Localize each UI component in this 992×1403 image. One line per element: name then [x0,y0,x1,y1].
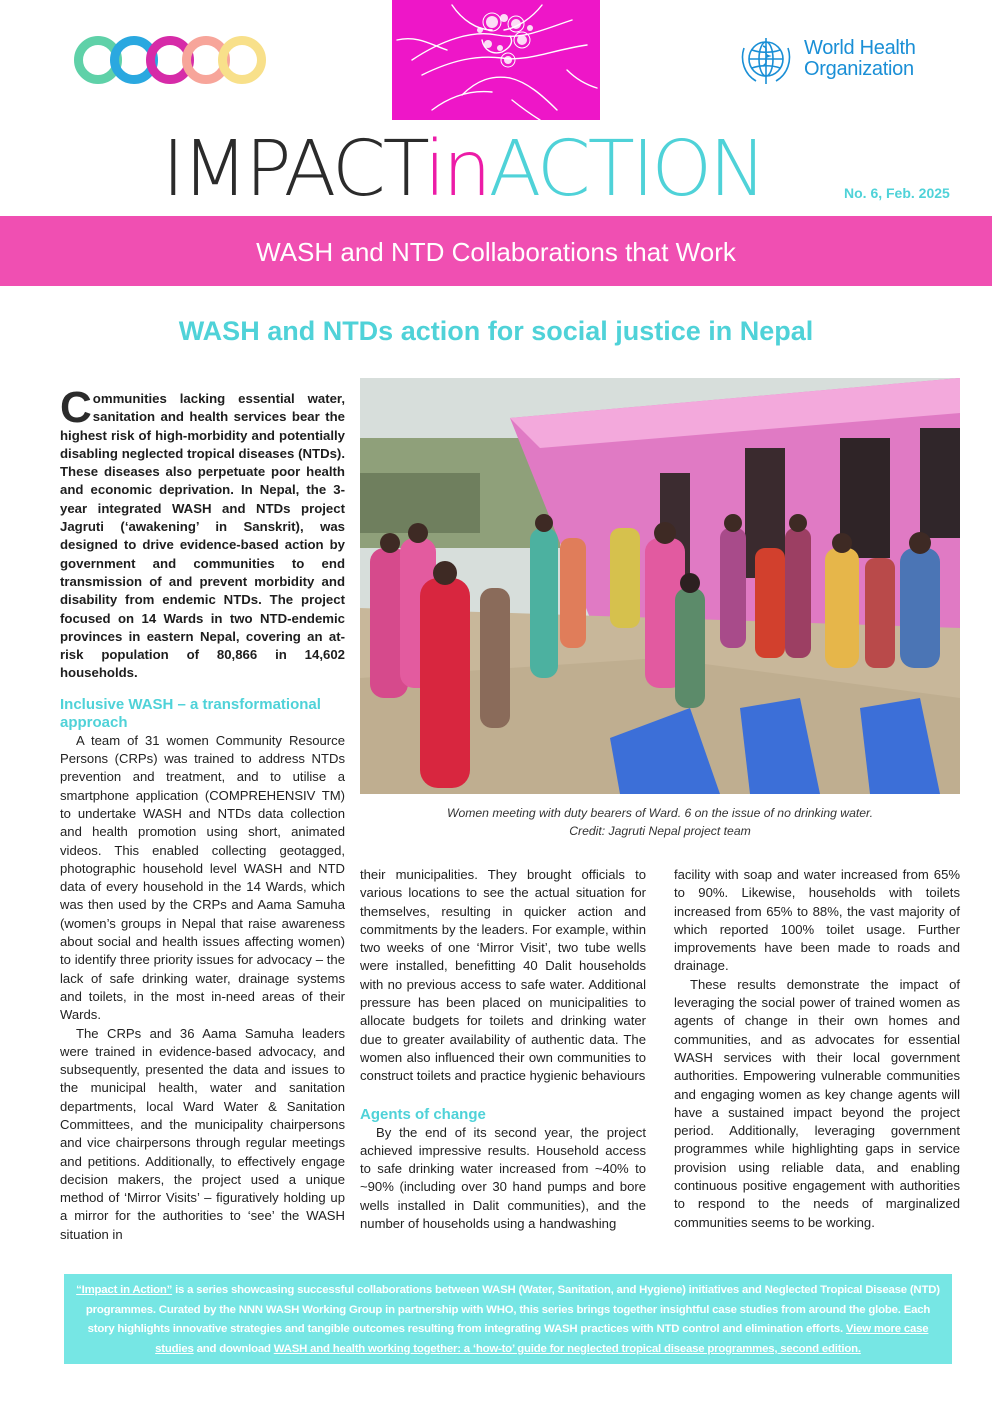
issue-number: No. 6, Feb. 2025 [844,185,950,201]
brand-circles-logo [74,36,264,84]
who-name [804,38,916,80]
masthead-title [162,126,764,214]
series-info-box [64,1274,952,1364]
section1-paragraph-1: A team of 31 women Community Resource Persons (CRPs) was trained to address NTDs prevention and treatment, and to utilise a smartphone application (COMPREHENSIV TM) to undertake WASH and NTDs data collection and health promotion using short, animated videos. This enabled collecting geotagged, photographic household level WASH and NTD data of every household in the 14 Wards, which was then used by the CRPs and Aama Samuha (women’s groups in Nepal that raise awareness about social and health issues affecting women) to identify three priority issues for advocacy – the lack of safe drinking water, drainage systems and toilets, in the most in-need areas of their Wards. [60,732,345,1023]
masthead-in: in [424,125,489,214]
circle-yellow [218,36,266,84]
download-text: and download [193,1342,274,1355]
series-link[interactable]: “Impact in Action” [76,1284,173,1296]
section-heading-inclusive-wash: Inclusive WASH – a transformational approach [60,695,321,731]
section2-paragraph-3: These results demonstrate the impact of leveraging the social power of trained women as agents of change in their own homes and communities, and as advocates for essential WASH services with their local government authorities. Empowering vulnerable communities and engaging women as key change agents will have a sustained impact beyond the project period. Additionally, leveraging government programmes while highlighting gaps in service provision using reliable data, and enabling continuous positive engagement with authorities to respond to the needs of marginalized communities seems to be working. [674,976,960,1230]
series-banner [0,216,992,286]
banner-title: WASH and NTD Collaborations that Work [256,237,736,267]
section1-paragraph-2: The CRPs and 36 Aama Samuha leaders were trained in evidence-based advocacy, and subsequently, presented the data and issues to the municipal health, water and sanitation departments, local Ward Water & Sanitation Committees, and the municipality chairpersons and vice chairpersons through regular meetings and petitions. Additionally, to effectively engage decision makers, the project used a unique method of ‘Mirror Visits’ – figuratively holding up a mirror for the authorities to ‘see’ the WASH situation in [60,1025,345,1242]
dropcap: C [60,383,92,432]
middle-column [360,866,646,1233]
masthead-impact: IMPACT [162,125,425,214]
how-to-guide-link[interactable]: WASH and health working together: a ‘how-to’ guide for neglected tropical disease programmes, second edition. [273,1342,861,1355]
community-meeting-photo [360,378,960,794]
photo-caption [360,804,960,840]
article-headline: WASH and NTDs action for social justice in Nepal [178,316,814,346]
lead-text: ommunities lacking essential water, sanitation and health services bear the highest risk of high-morbidity and potentially disabling neglected tropical diseases (NTDs). These diseases also perpetuate poor health and economic deprivation. In Nepal, the 3-year integrated WASH and NTDs project Jagruti (‘awakening’ in Sanskrit), was designed to drive evidence-based action by government and communities to end transmission of and prevent morbidity and disability from endemic NTDs. The project focused on 14 Wards in two NTD-endemic provinces in eastern Nepal, covering an at-risk population of 80,866 in 14,602 households. [60,391,345,681]
header-hands-illustration [392,0,600,120]
series-description: is a series showcasing successful collaborations between WASH (Water, Sanitation, and Hygiene) initiatives and Neglected Tropical Disease (NTD) programmes. Curated by the NNN WASH Working Group in partnership with WHO, this series brings together insightful case studies from around the globe. Each story highlights innovative strategies and tangible outcomes resulting from integrating WASH practices with NTD control and elimination efforts. [85,1284,940,1336]
section2-paragraph-1: By the end of its second year, the project achieved impressive results. Household access to safe drinking water increased from ~40% to ~90% (including over 30 hand pumps and bore wells installed in Dalit communities), and the number of households using a handwashing [360,1124,646,1232]
section2-paragraph-2: facility with soap and water increased from 65% to 90%. Likewise, households with toilets increased from 65% to 88%, the vast majority of which reported 100% toilet usage. Further improvements have been made to roads and drainage. [674,867,960,974]
lead-paragraph [60,383,345,683]
section1-paragraph-3: their municipalities. They brought officials to various locations to see the actual situation for themselves, resulting in quicker action and commitments by the leaders. For example, within two weeks of one ‘Mirror Visit’, two tube wells were installed, benefitting 40 Dalit households with no previous access to safe water. Additional pressure has been placed on municipalities to allocate budgets for toilets and drinking water due to greater availability of authentic data. The women also influenced their own communities to construct toilets and practice hygienic behaviours [360,867,646,1084]
right-column [674,866,960,1232]
who-name-line2: Organization [804,58,914,80]
who-logo [736,34,936,88]
who-emblem-icon [736,34,802,88]
masthead-action: ACTION [488,125,764,214]
section-heading-agents-of-change: Agents of change [360,1105,486,1123]
who-name-line1: World Health [804,37,916,59]
caption-line-1: Women meeting with duty bearers of Ward. 6 on the issue of no drinking water. [446,806,874,820]
caption-line-2: Credit: Jagruti Nepal project team [569,824,751,838]
left-column [60,383,345,1244]
view-case-studies-link[interactable]: View more case studies [155,1323,929,1355]
